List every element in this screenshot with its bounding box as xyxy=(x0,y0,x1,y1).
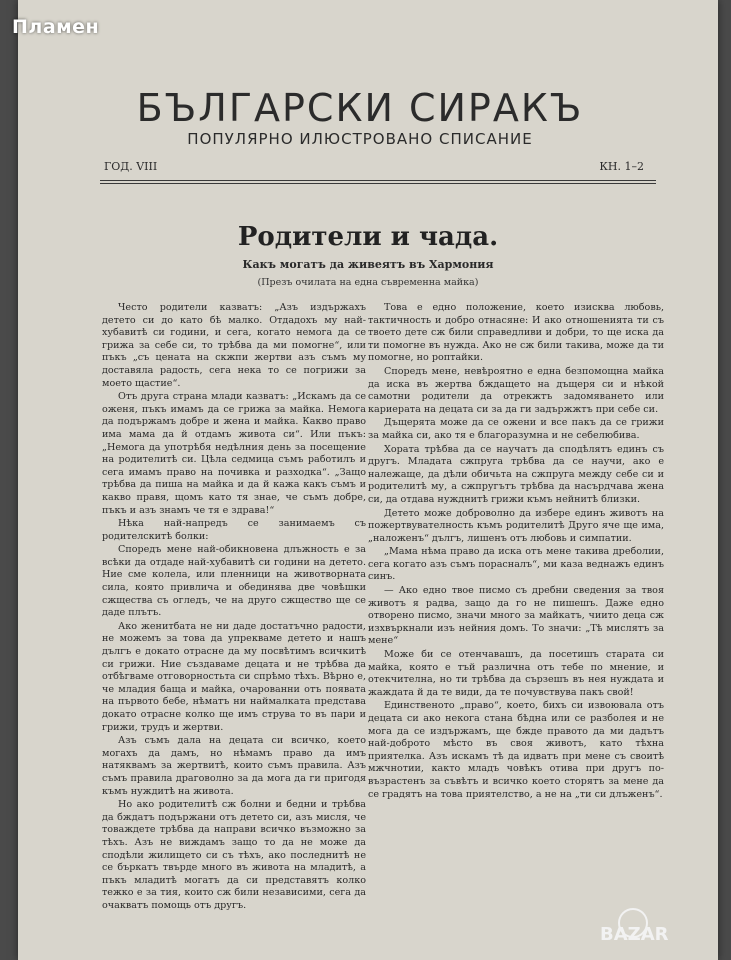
paragraph: Може би се отенчавашъ, да посетишъ старата си майка, която е тъй различна отъ тебе по мнение, и отекчителна, но ти трѣбва да сързешъ въ нея нуждата и жаждата й да те види, да те почувствува пакъ свой! xyxy=(368,649,664,698)
paragraph: Но ако родителитѣ сж болни и бедни и трѣбва да бждатъ подържани отъ детето си, азъ мисля, че товаждете трѣбва да направи всичко възможно за тѣхъ. Азъ не виждамъ защо то да не може да сподѣли жилището си съ тѣхъ, ако последнитѣ не се бъркатъ твърде много въ живота на младитѣ, а пъкъ младитѣ могатъ да си представятъ колко тежко е за тия, които сж били независими, сега да очакватъ помощь отъ другъ. xyxy=(102,799,366,911)
article-subtitle: Какъ могатъ да живеятъ въ Хармония xyxy=(242,258,494,271)
document-page xyxy=(18,0,718,960)
paragraph: Споредъ мене най-обикновена длъжность е за всѣки да отдаде най-хубавитѣ си години на детето. Ние сме колела, или пленници на животворната сила, която привлича и обединява две човѣшки сжщества съ огледъ, че на друго сжщество ще се даде плътъ. xyxy=(102,544,366,619)
journal-subtitle: ПОПУЛЯРНО ИЛЮСТРОВАНО СПИСАНИЕ xyxy=(187,130,533,148)
paragraph: Азъ съмъ дала на децата си всичко, което могахъ да дамъ, но нѣмамъ право да имъ натяквамъ за жертвитѣ, които съмъ правила. Азъ съмъ правила драговолно за да мога да ги пригодя къмъ нуждитѣ на живота. xyxy=(102,735,366,797)
journal-title: БЪЛГАРСКИ СИРАКЪ xyxy=(136,86,584,130)
masthead xyxy=(80,86,640,148)
header-rule xyxy=(100,180,656,184)
paragraph: Споредъ мене, невѣроятно е една безпомощна майка да иска въ жертва бждащето на дъщеря си и нѣкой самотни родители да отрекжтъ задомяването или кариерата на децата си за да ги задържжтъ при себе си. xyxy=(368,365,664,415)
left-column xyxy=(102,302,366,914)
article-title: Родители и чада. xyxy=(237,222,499,252)
site-badge: BAZAR xyxy=(600,924,669,945)
paragraph: Детето може доброволно да избере единъ животъ на пожертвувателность къмъ родителитѣ Друго яче ще има, „наложенъ“ дългъ, лишенъ отъ любовь и симпатии. xyxy=(368,507,664,544)
paragraph: Нѣка най-напредъ се занимаемъ съ родителскитѣ болки: xyxy=(102,518,366,542)
article-note: (Презъ очилата на една съвременна майка) xyxy=(257,277,479,288)
paragraph: Отъ друга страна млади казватъ: „Искамъ да се оженя, пъкъ имамъ да се грижа за майка. Немога да подържамъ добре и жена и майка. Какво право има мама да й отдамъ живота си“. Или пъкъ: „Немога да употрѣбя недѣлния день за посещение на родителитѣ си. Цѣла седмица съмъ работилъ и сега имамъ право на почивка и разходка“. „Защо трѣбва да пиша на майка и да й кажа какъ съмъ и какво правя, щомъ като тя знае, че съмъ добре, пъкъ и азъ знамъ че тя е здрава!“ xyxy=(102,391,366,516)
issue-label: КН. 1–2 xyxy=(599,160,644,173)
paragraph: „Мама нѣма право да иска отъ мене такива дреболии, сега когато азъ съмъ порасналъ“, ми каза веднажъ единъ синъ. xyxy=(368,546,664,583)
paragraph: Често родители казватъ: „Азъ издържахъ детето си до като бѣ малко. Отдадохъ му най-хубавитѣ си години, и сега, когато немога да се грижа за себе си, то трѣбва да ми помогне“, или пъкъ „съ цената на скжпи жертви азъ съмъ му доставяла радость, сега нека то се погрижи за моето щастие“. xyxy=(102,302,366,389)
issue-meta xyxy=(104,160,644,180)
paragraph: Ако женитбата не ни даде достатъчно радости, не можемъ за това да упрекваме детето и нашъ дългъ е докато отрасне да му посвѣтимъ всичкитѣ си грижи. Ние създаваме децата и не трѣбва да отбѣгваме отговорностьта си спрѣмо тѣхъ. Вѣрно е, че младия баща и майка, очарованни отъ появата на първото бебе, нѣматъ ни наймалката представа докато отрасне колко ще имъ струва то въ пари и грижи, трудъ и жертви. xyxy=(102,620,366,733)
paragraph: Дъщерята може да се ожени и все пакъ да се грижи за майка си, ако тя е благоразумна и не себелюбива. xyxy=(368,417,664,441)
paragraph: — Ако едно твое писмо съ дребни сведения за твоя животъ я радва, защо да го не пишешъ. Даже едно отворено писмо, значи много за майкатъ, чиито деца сж изхвъркнали изъ нейния домъ. То значи: „Тѣ мислятъ за мене“ xyxy=(368,585,664,647)
right-column xyxy=(368,302,664,802)
year-label: ГОД. VIII xyxy=(104,160,158,173)
paragraph: Това е едно положение, което изисква любовь, тактичность и добро отнасяне: И ако отношенията ти съ твоето дете сж били справедливи и добри, то ще иска да ти помогне въ нужда. Ако не сж били такива, може да ти помогне, но роптайки. xyxy=(368,302,664,364)
paragraph: Хората трѣбва да се научатъ да сподѣлятъ единъ съ другъ. Младата сжпруга трѣбва да се научи, ако е належаще, да дѣли обичьта на сжпруга между себе си и родителитѣ му, а сжпругътъ трѣбва да насърдчава жена си, да отдава нужднитѣ грижи къмъ нейнитѣ близки. xyxy=(368,443,664,505)
paragraph: Единственото „право“, което, бихъ си извоювала отъ децата си ако некога стана бѣдна или се разболея и не мога да се издържамъ, ще бжде правото да ми дадътъ най-доброто мѣсто въ своя животъ, като тѣхна приятелка. Азъ искамъ тѣ да идватъ при мене съ своитѣ мжчнотии, както младъ човѣкъ отива при другъ по-възрастенъ за съвѣтъ и всичко което сторятъ за мене да се градятъ на това приятелство, а не на „ти си длъженъ“. xyxy=(368,700,664,800)
watermark-label: Пламен xyxy=(12,16,100,38)
